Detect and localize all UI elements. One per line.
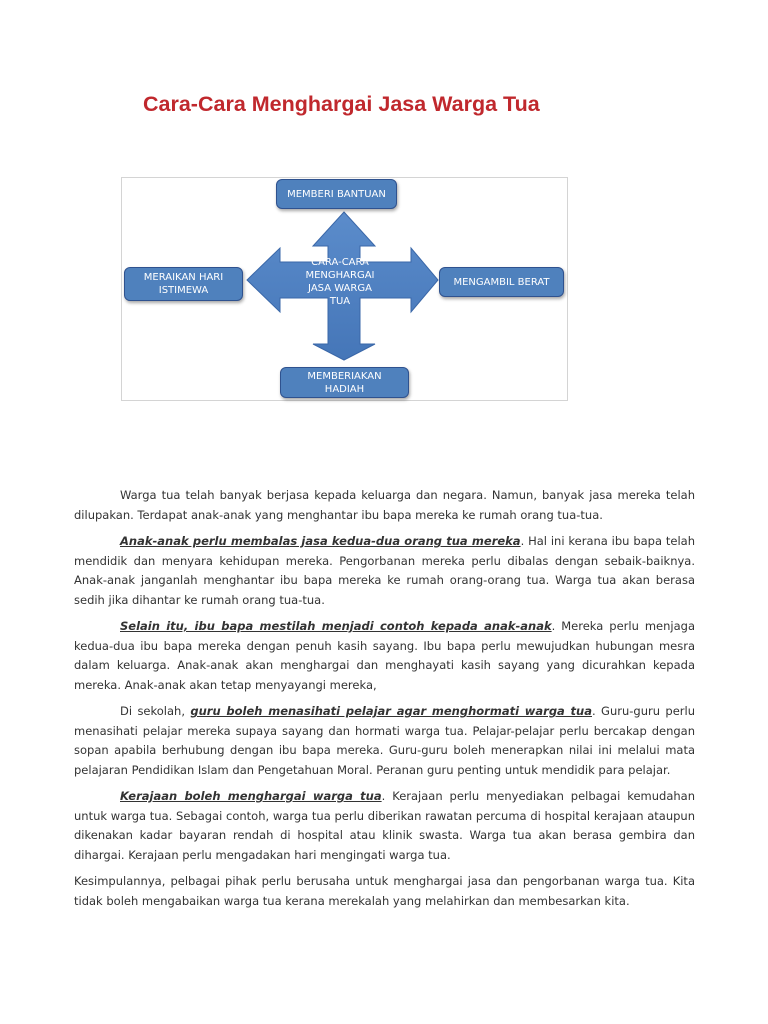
paragraph-1: [74, 486, 695, 525]
paragraph-text: Di sekolah,: [120, 704, 191, 718]
page-title: Cara-Cara Menghargai Jasa Warga Tua: [143, 92, 540, 117]
paragraph-2: [74, 532, 695, 610]
center-label: [290, 256, 390, 308]
essay-body: [74, 486, 695, 918]
node-meraikan-hari-istimewa: [124, 267, 243, 301]
center-line: CARA-CARA: [311, 257, 369, 268]
topic-sentence: guru boleh menasihati pelajar agar menghormati warga tua: [190, 704, 592, 718]
node-memberiakan-hadiah: [280, 367, 409, 398]
node-label: ISTIMEWA: [158, 285, 209, 296]
paragraph-3: [74, 617, 695, 695]
center-line: TUA: [329, 296, 351, 307]
topic-sentence: Anak-anak perlu membalas jasa kedua-dua orang tua mereka: [120, 534, 521, 548]
paragraph-6: [74, 872, 695, 911]
paragraph-4: [74, 702, 695, 780]
node-label: MERAIKAN HARI: [143, 272, 224, 283]
node-memberi-bantuan: [276, 179, 397, 209]
topic-sentence: Kerajaan boleh menghargai warga tua: [120, 789, 382, 803]
node-label: MEMBERIAKAN: [307, 370, 382, 382]
node-mengambil-berat: [439, 267, 564, 297]
node-label: HADIAH: [324, 383, 365, 395]
paragraph-text: . Guru-guru perlu menasihati pelajar mereka supaya sayang dan hormati warga tua. Pelajar-pelajar perlu bercakap dengan sopan apabila berhubung dengan ibu bapa mereka. Guru-guru boleh menerapkan nilai ini melalui mata pelajaran Pendidikan Islam dan Pengetahuan Moral. Peranan guru penting untuk mendidik para pelajar.: [74, 704, 696, 777]
paragraph-5: [74, 787, 695, 865]
topic-sentence: Selain itu, ibu bapa mestilah menjadi contoh kepada anak-anak: [120, 619, 552, 633]
node-label: MEMBERI BANTUAN: [287, 188, 386, 200]
paragraph-text: Kesimpulannya, pelbagai pihak perlu berusaha untuk menghargai jasa dan pengorbanan warga tua. Kita tidak boleh mengabaikan warga tua kerana merekalah yang melahirkan dan membesarkan kita.: [74, 874, 695, 908]
center-line: MENGHARGAI: [305, 270, 375, 281]
center-line: JASA WARGA: [308, 283, 372, 294]
diagram: [121, 177, 568, 401]
paragraph-text: . Kerajaan perlu menyediakan pelbagai kemudahan untuk warga tua. Sebagai contoh, warga tua perlu diberikan rawatan percuma di hospital kerajaan ataupun dikenakan kadar bayaran rendah di hospital atau klinik swasta. Warga tua akan berasa gembira dan dihargai. Kerajaan perlu mengadakan hari mengingati warga tua.: [74, 789, 695, 862]
paragraph-text: . Mereka perlu menjaga kedua-dua ibu bapa mereka dengan penuh kasih sayang. Ibu bapa perlu mewujudkan hubungan mesra dalam keluarga. Anak-anak akan menghargai dan menghayati kasih sayang yang dicurahkan kepada mereka. Anak-anak akan tetap menyayangi mereka,: [74, 619, 695, 692]
node-label: MENGAMBIL BERAT: [453, 276, 550, 288]
paragraph-text: Warga tua telah banyak berjasa kepada keluarga dan negara. Namun, banyak jasa mereka telah dilupakan. Terdapat anak-anak yang menghantar ibu bapa mereka ke rumah orang tua-tua.: [74, 488, 695, 522]
paragraph-text: . Hal ini kerana ibu bapa telah mendidik dan menyara kehidupan mereka. Pengorbanan mereka perlu dibalas dengan sebaik-baiknya. Anak-anak janganlah menghantar ibu bapa mereka ke rumah orang-orang tua. Warga tua akan berasa sedih jika dihantar ke rumah orang tua-tua.: [74, 534, 696, 607]
